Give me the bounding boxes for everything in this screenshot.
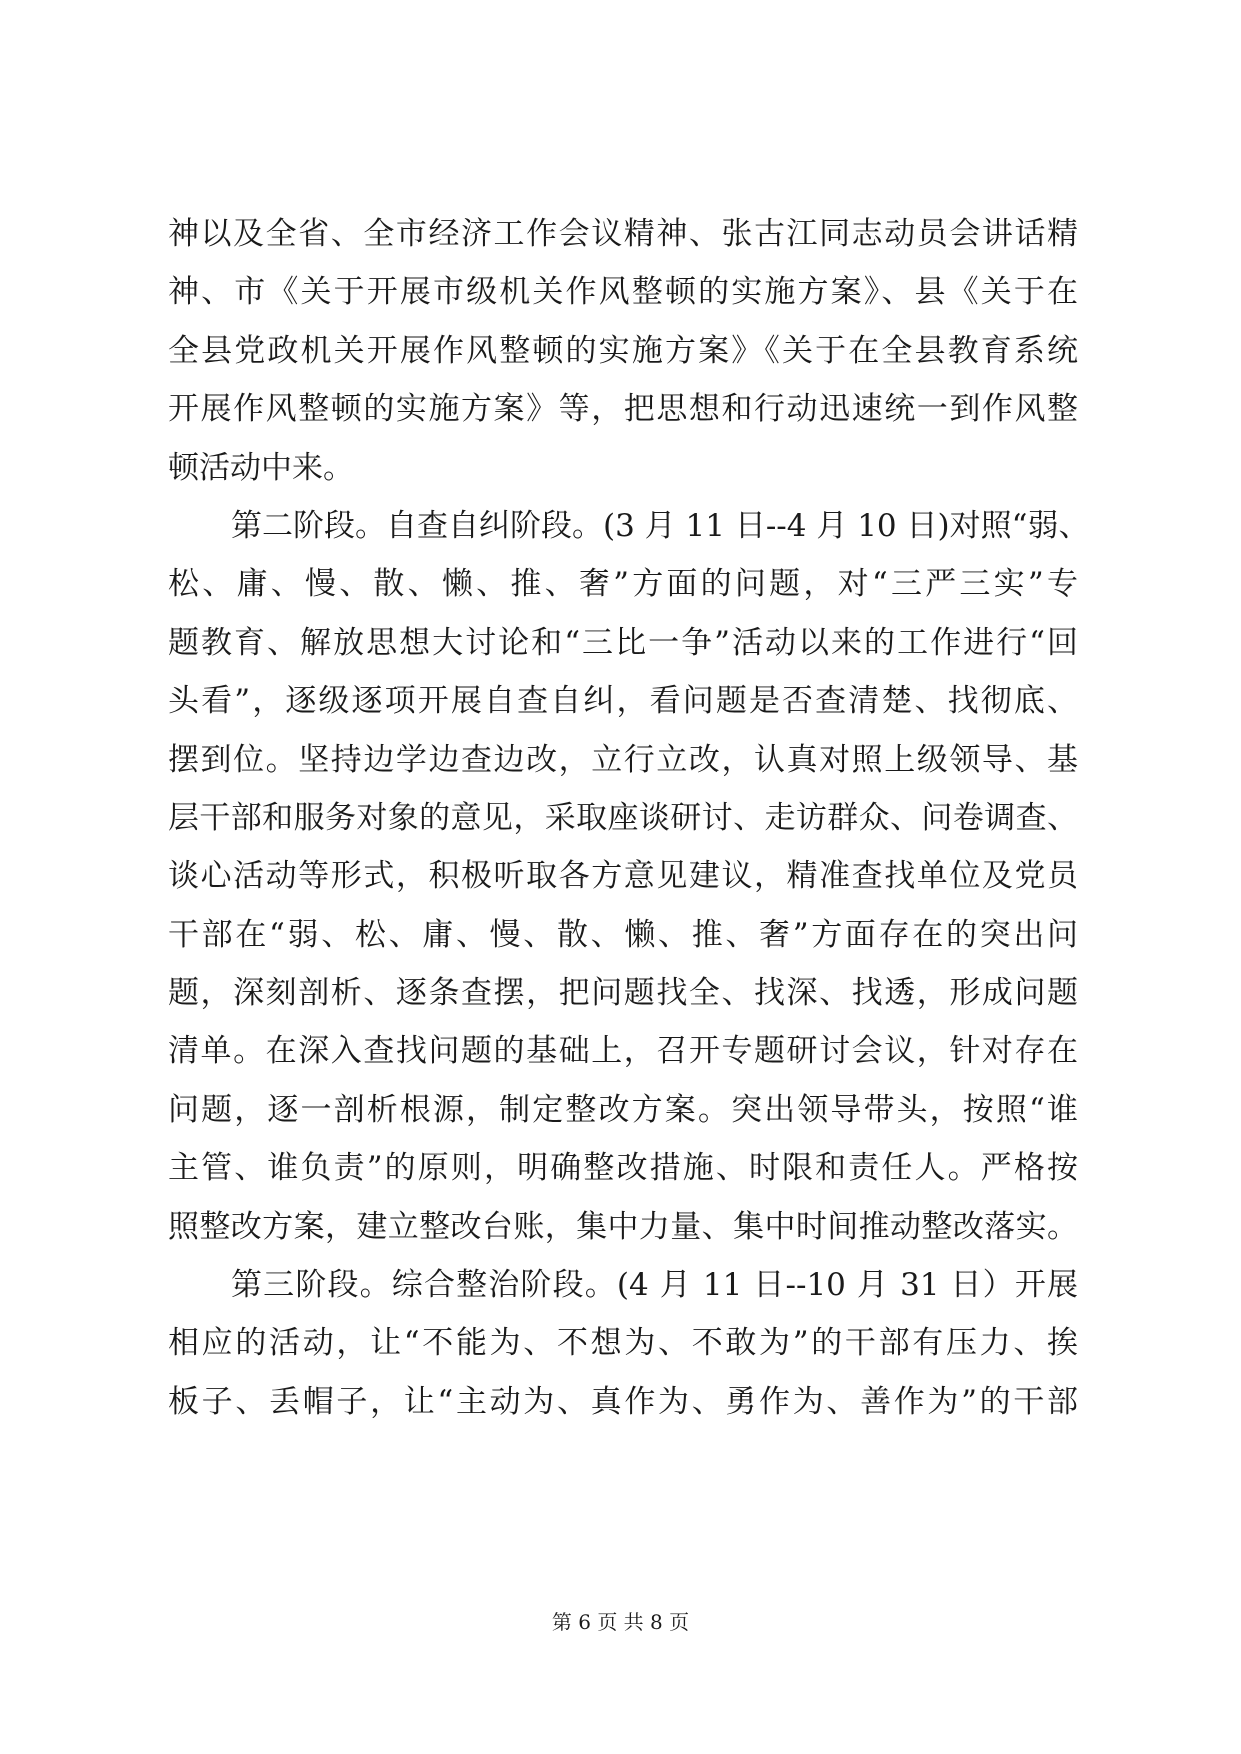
text-line: 干部在“弱、松、庸、慢、散、懒、推、奢”方面存在的突出问 [168, 916, 1078, 953]
text-line: 摆到位。坚持边学边查边改，立行立改，认真对照上级领导、基 [168, 741, 1078, 778]
text-line: 神、市《关于开展市级机关作风整顿的实施方案》、县《关于在 [168, 274, 1078, 311]
text-line: 题，深刻剖析、逐条查摆，把问题找全、找深、找透，形成问题 [168, 975, 1078, 1012]
text-line: 板子、丢帽子，让“主动为、真作为、勇作为、善作为”的干部 [168, 1383, 1078, 1420]
text-line: 照整改方案，建立整改台账，集中力量、集中时间推动整改落实。 [168, 1208, 1078, 1245]
text-line: 顿活动中来。 [168, 449, 354, 486]
page-number-footer: 第 6 页 共 8 页 [551, 1610, 690, 1634]
text-line: 开展作风整顿的实施方案》等，把思想和行动迅速统一到作风整 [168, 391, 1078, 428]
text-line: 问题，逐一剖析根源，制定整改方案。突出领导带头，按照“谁 [168, 1091, 1078, 1128]
text-line: 头看”，逐级逐项开展自查自纠，看问题是否查清楚、找彻底、 [168, 683, 1078, 720]
text-line: 神以及全省、全市经济工作会议精神、张古江同志动员会讲话精 [168, 216, 1078, 252]
text-line: 谈心活动等形式，积极听取各方意见建议，精准查找单位及党员 [168, 858, 1078, 895]
text-line: 第三阶段。综合整治阶段。(4 月 11 日--10 月 31 日）开展 [231, 1267, 1078, 1304]
text-line: 主管、谁负责”的原则，明确整改措施、时限和责任人。严格按 [168, 1150, 1078, 1187]
text-line: 松、庸、慢、散、懒、推、奢”方面的问题，对“三严三实”专 [168, 566, 1078, 603]
text-line: 层干部和服务对象的意见，采取座谈研讨、走访群众、问卷调查、 [168, 799, 1078, 836]
text-line: 全县党政机关开展作风整顿的实施方案》《关于在全县教育系统 [168, 332, 1078, 369]
text-line: 第二阶段。自查自纠阶段。(3 月 11 日--4 月 10 日)对照“弱、 [231, 507, 1090, 544]
text-line: 清单。在深入查找问题的基础上，召开专题研讨会议，针对存在 [168, 1033, 1078, 1070]
text-line: 题教育、解放思想大讨论和“三比一争”活动以来的工作进行“回 [168, 624, 1078, 661]
text-line: 相应的活动，让“不能为、不想为、不敢为”的干部有压力、挨 [168, 1325, 1078, 1362]
document-body [168, 205, 1090, 1431]
